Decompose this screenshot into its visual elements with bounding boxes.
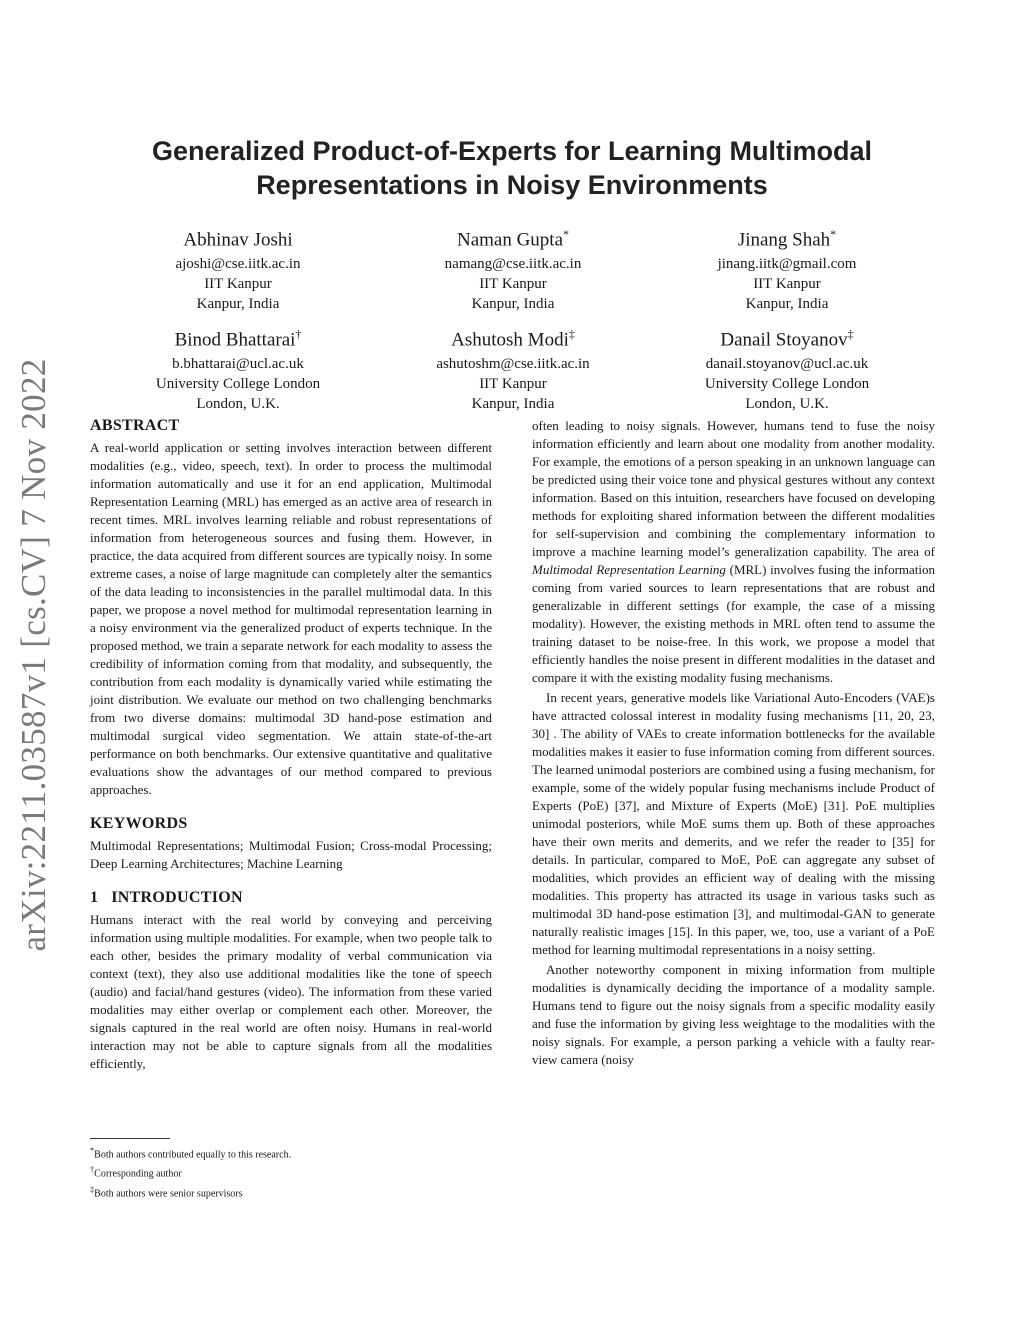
- author-location: Kanpur, India: [745, 296, 829, 313]
- footnotes: [90, 1143, 492, 1201]
- right-column: [532, 417, 935, 1069]
- title-line-1: Generalized Product-of-Experts for Learning Multimodal: [151, 136, 873, 166]
- author-email: jinang.iitk@gmail.com: [717, 256, 857, 273]
- author-block: [103, 322, 373, 414]
- intro-paragraph-3: Another noteworthy component in mixing information from multiple modalities is dynamically deciding the importance of a modality sample. Humans tend to figure out the noisy signals from a specific modality easily and fuse the information by giving less weightage to the modalities with the noisy signals. For example, a person parking a vehicle with a faulty rear-view camera (noisy: [532, 962, 935, 1067]
- author-affiliation: University College London: [704, 376, 870, 393]
- author-block: [378, 322, 648, 414]
- author-affiliation: IIT Kanpur: [753, 276, 821, 293]
- left-column: [90, 417, 492, 1073]
- abstract-heading: ABSTRACT: [90, 417, 180, 434]
- author-block: [378, 222, 648, 314]
- intro-heading: 1 INTRODUCTION: [90, 889, 243, 906]
- mrl-term: Multimodal Representation Learning: [532, 562, 726, 577]
- footnote: ‡Both authors were senior supervisors: [90, 1184, 243, 1199]
- author-location: Kanpur, India: [196, 296, 280, 313]
- abstract-text: A real-world application or setting involves interaction between different modalities (e.g., video, speech, text). In order to process the multimodal information automatically and use it for an end application, Multimodal Representation Learning (MRL) has emerged as an active area of research in recent times. MRL involves learning reliable and robust representations of information from heterogeneous sources and fusing them. However, in practice, the data acquired from different sources are typically noisy. In some extreme cases, a noise of large magnitude can completely alter the semantics of the data leading to inconsistencies in the parallel multimodal data. In this paper, we propose a novel method for multimodal representation learning in a noisy environment via the generalized product of experts technique. In the proposed method, we train a separate network for each modality to assess the credibility of information coming from that modality, and subsequently, the contribution from each modality is dynamically varied while estimating the joint distribution. We evaluate our method on two challenging benchmarks from two diverse domains: multimodal 3D hand-pose estimation and multimodal surgical video segmentation. We attain state-of-the-art performance on both benchmarks. Our extensive quantitative and qualitative evaluations show the advantages of our method compared to previous approaches.: [90, 440, 492, 797]
- author-affiliation: IIT Kanpur: [479, 276, 547, 293]
- footnote: *Both authors contributed equally to this research.: [90, 1146, 292, 1161]
- author-location: Kanpur, India: [471, 296, 555, 313]
- author-block: [652, 222, 922, 314]
- footnote-rule: [90, 1138, 170, 1139]
- intro-paragraph-2: In recent years, generative models like Variational Auto-Encoders (VAE)s have attracted colossal interest in modality fusing mechanisms [11, 20, 23, 30] . The ability of VAEs to create information bottlenecks for the available modalities makes it easier to fuse information coming from different sources. The learned unimodal posteriors are combined using a fusing mechanism, for example, some of the widely popular fusing mechanisms include Product of Experts (PoE) [37], and Mixture of Experts (MoE) [31]. PoE multiplies unimodal posteriors, while MoE sums them up. Both of these approaches have their own merits and demerits, and we refer the reader to [35] for details. In particular, compared to MoE, PoE can aggregate any subset of modalities, which provides an efficient way of dealing with the missing modalities. This property has attracted its usage in various tasks such as multimodal 3D hand-pose estimation [3], and multimodal-GAN to generate naturally realistic images [15]. In this paper, we, too, use a variant of a PoE method for learning multimodal representations in a noisy setting.: [532, 690, 935, 957]
- author-affiliation: University College London: [155, 376, 321, 393]
- author-affiliation: IIT Kanpur: [479, 376, 547, 393]
- author-name: Binod Bhattarai†: [174, 327, 302, 351]
- author-name: Danail Stoyanov‡: [720, 327, 854, 351]
- author-location: London, U.K.: [196, 396, 280, 413]
- title-line-2: Representations in Noisy Environments: [256, 170, 768, 200]
- author-affiliation: IIT Kanpur: [204, 276, 272, 293]
- intro-paragraph-1: Humans interact with the real world by conveying and perceiving information using multiple modalities. For example, when two people talk to each other, besides the primary modality of verbal communication via context (text), they also use additional modalities like the tone of speech (audio) and facial/hand gestures (video). The information from these varied modalities may either overlap or complement each other. Moreover, the signals captured in the real world are often noisy. Humans in real-world interaction may not be able to capture signals from all the modalities efficiently,: [90, 912, 492, 1071]
- author-location: London, U.K.: [745, 396, 829, 413]
- keywords-heading: KEYWORDS: [90, 815, 188, 832]
- intro-paragraph-1-continued: often leading to noisy signals. However, humans tend to fuse the noisy information efficiently and learn about one modality from another modality. For example, the emotions of a person speaking in an unknown language can be predicted using their voice tone and physical gestures without any context information. Based on this intuition, researchers have focused on developing methods for exploiting shared information between the different modalities for self-supervision and combining the complementary information to improve a machine learning model’s generalization capability. The area of Multimodal Representation Learning (MRL) involves fusing the information coming from varied sources to learn representations that are robust and generalizable in different settings (for example, the case of a missing modality). However, the existing methods in MRL often tend to assume the training dataset to be noise-free. In this work, we propose a model that efficiently handles the noise present in different modalities in the dataset and compare it with the existing modality fusing mechanisms.: [532, 418, 936, 685]
- author-name: Jinang Shah*: [737, 227, 837, 251]
- author-email: namang@cse.iitk.ac.in: [444, 256, 582, 273]
- footnote: †Corresponding author: [90, 1165, 182, 1180]
- author-email: ashutoshm@cse.iitk.ac.in: [436, 356, 590, 373]
- arxiv-stamp-text: arXiv:2211.03587v1 [cs.CV] 7 Nov 2022: [14, 358, 53, 952]
- author-name: Abhinav Joshi: [183, 229, 293, 251]
- author-email: ajoshi@cse.iitk.ac.in: [175, 256, 301, 273]
- author-email: danail.stoyanov@ucl.ac.uk: [705, 356, 869, 373]
- author-block: [103, 222, 373, 314]
- author-block: [652, 322, 922, 414]
- author-email: b.bhattarai@ucl.ac.uk: [172, 356, 304, 373]
- author-name: Ashutosh Modi‡: [451, 327, 575, 351]
- author-location: Kanpur, India: [471, 396, 555, 413]
- keywords-text: Multimodal Representations; Multimodal Fusion; Cross-modal Processing; Deep Learning Architectures; Machine Learning: [90, 838, 492, 871]
- arxiv-stamp: [10, 355, 58, 955]
- author-name: Naman Gupta*: [456, 227, 570, 251]
- paper-title: [100, 134, 924, 202]
